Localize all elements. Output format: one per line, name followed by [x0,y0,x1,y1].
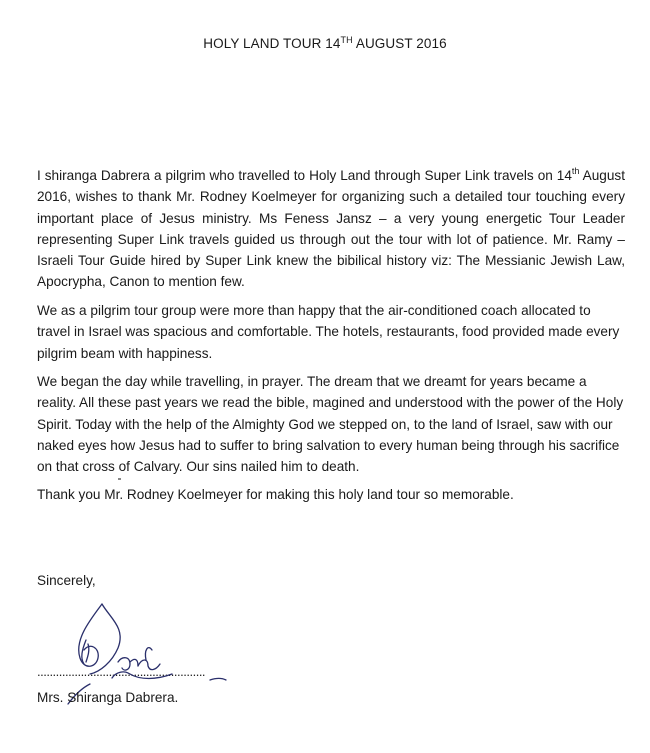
scan-speck [118,478,121,480]
paragraph-1-superscript: th [571,166,580,176]
paragraph-1-part-b: August 2016, wishes to thank Mr. Rodney Koelmeyer for organizing such a detailed tour touching every important place of Jesus ministry. Ms Feness Jansz – a very young energetic Tour Leader representing Super Link travels guided us through out the tour with lot of patience. Mr. Ramy – Israeli Tour Guide hired by Super Link knew the bibilical history viz: The Messianic Jewish Law, Apocrypha, Canon to mention few. [37,168,625,290]
paragraph-3: We began the day while travelling, in prayer. The dream that we dreamt for years became a reality. All these past years we read the bible, magined and understood with the power of the Holy Spirit. Today with the help of the Almighty God we stepped on, to the land of Israel, saw with our naked eyes how Jesus had to suffer to bring salvation to every human being through his sacrifice on that cross of Calvary. Our sins nailed him to death. [37,374,624,475]
closing-salutation: Sincerely, [37,573,96,588]
title-superscript: TH [340,35,353,45]
paragraph-2: We as a pilgrim tour group were more than happy that the air-conditioned coach allocated to travel in Israel was spacious and comfortable. The hotels, restaurants, food provided made every pilgrim beam with happiness. [37,303,620,361]
title-suffix: AUGUST 2016 [352,36,447,51]
signature-line: ...................................................... [37,664,206,679]
signatory-name: Mrs. Shiranga Dabrera. [37,690,179,705]
title-prefix: HOLY LAND TOUR 14 [203,36,341,51]
letter-title [0,36,650,51]
paragraph-1-part-a: I shiranga Dabrera a pilgrim who travelled to Holy Land through Super Link travels on 14 [37,168,572,183]
paragraph-4: Thank you Mr. Rodney Koelmeyer for making this holy land tour so memorable. [37,487,514,502]
paragraph-1 [37,165,625,293]
